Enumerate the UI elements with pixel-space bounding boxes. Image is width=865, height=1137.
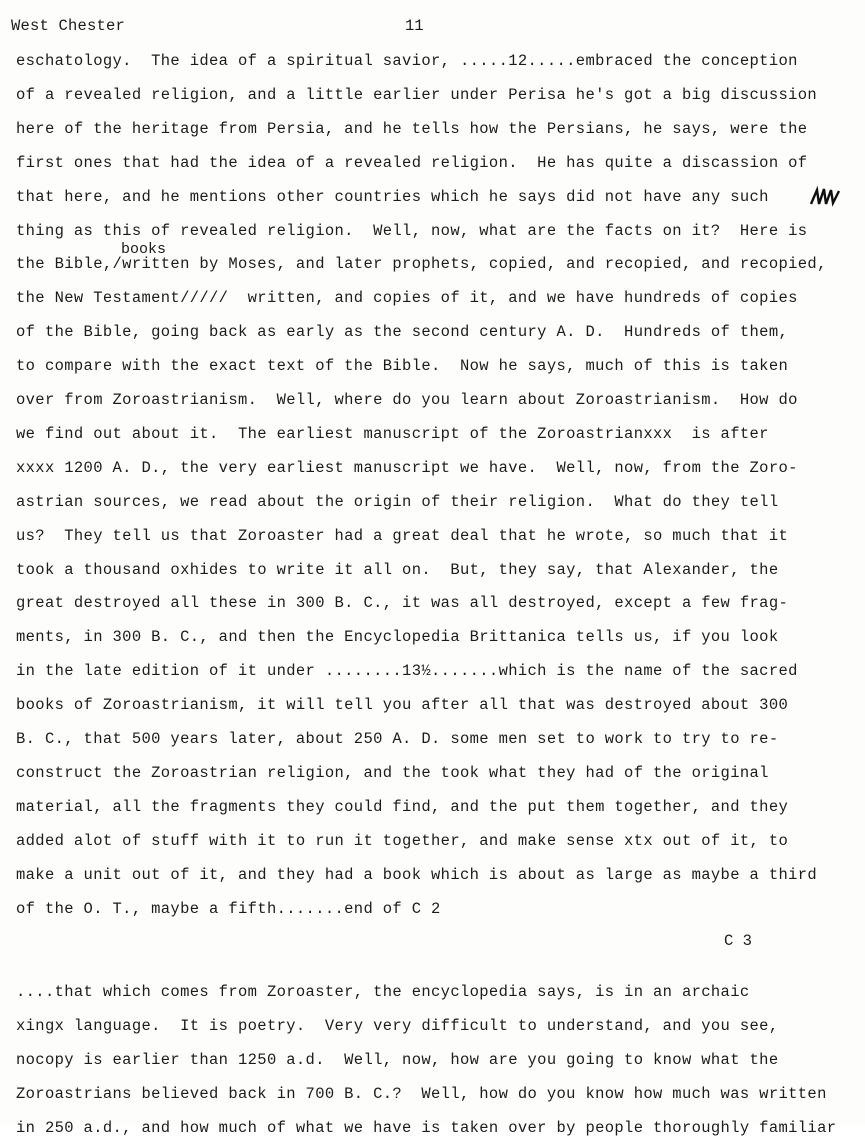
text-line: us? They tell us that Zoroaster had a great deal that he wrote, so much that it <box>16 527 789 545</box>
text-line: first ones that had the idea of a revealed religion. He has quite a discassion of <box>16 154 808 172</box>
text-line: xingx language. It is poetry. Very very difficult to understand, and you see, <box>16 1017 779 1035</box>
text-line: of a revealed religion, and a little earlier under Perisa he's got a big discussion <box>16 86 818 104</box>
text-line: ....that which comes from Zoroaster, the encyclopedia says, is in an archaic <box>16 983 750 1001</box>
text-line: took a thousand oxhides to write it all on. But, they say, that Alexander, the <box>16 561 779 579</box>
text-line: eschatology. The idea of a spiritual savior, .....12.....embraced the conception <box>16 52 798 70</box>
header-location: West Chester <box>11 17 126 35</box>
text-line: we find out about it. The earliest manuscript of the Zoroastrianxxx is after <box>16 425 769 443</box>
text-line: over from Zoroastrianism. Well, where do you learn about Zoroastrianism. How do <box>16 391 798 409</box>
text-line: books of Zoroastrianism, it will tell you after all that was destroyed about 300 <box>16 696 789 714</box>
text-line: of the Bible, going back as early as the second century A. D. Hundreds of them, <box>16 323 789 341</box>
text-line: material, all the fragments they could find, and the put them together, and they <box>16 798 789 816</box>
ink-strikeout-mark <box>809 186 845 208</box>
text-line: make a unit out of it, and they had a book which is about as large as maybe a third <box>16 866 818 884</box>
text-line: that here, and he mentions other countries which he says did not have any such <box>16 188 769 206</box>
text-line: in the late edition of it under ........13½.......which is the name of the sacred <box>16 662 798 680</box>
text-line: added alot of stuff with it to run it together, and make sense xtx out of it, to <box>16 832 789 850</box>
text-line: astrian sources, we read about the origin of their religion. What do they tell <box>16 493 779 511</box>
text-line: the Bible,/written by Moses, and later prophets, copied, and recopied, and recopied, <box>16 255 827 273</box>
text-line: of the O. T., maybe a fifth.......end of C 2 <box>16 900 441 918</box>
text-line: B. C., that 500 years later, about 250 A. D. some men set to work to try to re- <box>16 730 779 748</box>
text-line: construct the Zoroastrian religion, and the took what they had of the original <box>16 764 769 782</box>
interlinear-insertion: books <box>121 241 167 258</box>
text-line: Zoroastrians believed back in 700 B. C.? Well, how do you know how much was written <box>16 1085 827 1103</box>
text-line: thing as this of revealed religion. Well, now, what are the facts on it? Here is <box>16 222 808 240</box>
text-line: the New Testament///// written, and copies of it, and we have hundreds of copies <box>16 289 798 307</box>
text-line: great destroyed all these in 300 B. C., it was all destroyed, except a few frag- <box>16 594 789 612</box>
page-number: 11 <box>405 17 424 35</box>
text-line: here of the heritage from Persia, and he tells how the Persians, he says, were the <box>16 120 808 138</box>
text-line: nocopy is earlier than 1250 a.d. Well, now, how are you going to know what the <box>16 1051 779 1069</box>
text-line: to compare with the exact text of the Bible. Now he says, much of this is taken <box>16 357 789 375</box>
text-line: in 250 a.d., and how much of what we have is taken over by people thoroughly familiar <box>16 1119 837 1137</box>
text-line: ments, in 300 B. C., and then the Encyclopedia Brittanica tells us, if you look <box>16 628 779 646</box>
text-line: xxxx 1200 A. D., the very earliest manuscript we have. Well, now, from the Zoro- <box>16 459 798 477</box>
section-label: C 3 <box>724 932 752 950</box>
